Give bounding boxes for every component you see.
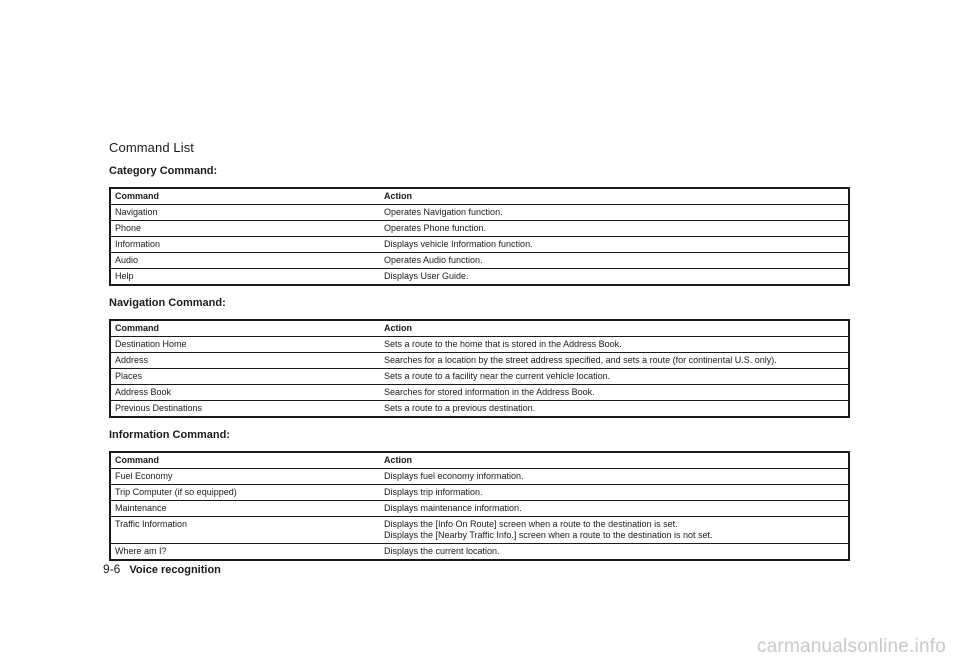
table-row <box>110 517 849 544</box>
table-row <box>110 269 849 286</box>
action-cell: Operates Phone function. <box>380 221 849 237</box>
watermark: carmanualsonline.info <box>756 636 946 657</box>
action-cell: Displays maintenance information. <box>380 501 849 517</box>
table-row <box>110 369 849 385</box>
category-command-heading: Category Command: <box>109 165 218 177</box>
command-cell: Previous Destinations <box>110 401 380 418</box>
navigation-command-block <box>109 297 850 418</box>
command-cell: Maintenance <box>110 501 380 517</box>
column-header-action: Action <box>380 320 849 337</box>
table-row <box>110 485 849 501</box>
command-cell: Help <box>110 269 380 286</box>
action-cell: Displays vehicle Information function. <box>380 237 849 253</box>
action-cell: Sets a route to the home that is stored in the Address Book. <box>380 337 849 353</box>
column-header-command: Command <box>110 452 380 469</box>
command-cell: Traffic Information <box>110 517 380 544</box>
table-row <box>110 469 849 485</box>
command-cell: Address <box>110 353 380 369</box>
table-row <box>110 353 849 369</box>
command-cell: Where am I? <box>110 544 380 561</box>
category-command-table <box>109 187 850 286</box>
column-header-command: Command <box>110 188 380 205</box>
table-row <box>110 205 849 221</box>
column-header-action: Action <box>380 188 849 205</box>
command-cell: Trip Computer (if so equipped) <box>110 485 380 501</box>
column-header-command: Command <box>110 320 380 337</box>
table-header-row <box>110 320 849 337</box>
navigation-command-heading: Navigation Command: <box>109 297 226 309</box>
page-number: 9-6 <box>103 562 121 576</box>
table-row <box>110 544 849 561</box>
command-cell: Fuel Economy <box>110 469 380 485</box>
action-cell: Operates Navigation function. <box>380 205 849 221</box>
command-cell: Destination Home <box>110 337 380 353</box>
table-row <box>110 253 849 269</box>
table-row <box>110 221 849 237</box>
command-cell: Phone <box>110 221 380 237</box>
command-cell: Places <box>110 369 380 385</box>
page-section-title: Command List <box>109 140 195 155</box>
table-row <box>110 501 849 517</box>
information-command-table <box>109 451 850 561</box>
action-cell: Displays the [Info On Route] screen when a route to the destination is set. Displays the [Nearby Traffic Info.] screen when a route to the destination is not set. <box>380 517 849 544</box>
action-cell: Searches for a location by the street address specified, and sets a route (for continental U.S. only). <box>380 353 849 369</box>
table-row <box>110 337 849 353</box>
category-command-block <box>109 165 850 286</box>
command-cell: Address Book <box>110 385 380 401</box>
action-cell: Displays fuel economy information. <box>380 469 849 485</box>
information-command-block <box>109 429 850 561</box>
action-cell: Displays the current location. <box>380 544 849 561</box>
command-cell: Information <box>110 237 380 253</box>
column-header-action: Action <box>380 452 849 469</box>
chapter-title: Voice recognition <box>129 564 221 576</box>
navigation-command-table <box>109 319 850 418</box>
action-cell: Displays User Guide. <box>380 269 849 286</box>
action-cell: Operates Audio function. <box>380 253 849 269</box>
table-header-row <box>110 188 849 205</box>
action-cell: Sets a route to a previous destination. <box>380 401 849 418</box>
information-command-heading: Information Command: <box>109 429 230 441</box>
action-cell: Sets a route to a facility near the current vehicle location. <box>380 369 849 385</box>
table-row <box>110 237 849 253</box>
action-cell: Searches for stored information in the Address Book. <box>380 385 849 401</box>
command-cell: Audio <box>110 253 380 269</box>
page-footer <box>103 562 221 576</box>
table-row <box>110 385 849 401</box>
command-cell: Navigation <box>110 205 380 221</box>
table-header-row <box>110 452 849 469</box>
action-cell: Displays trip information. <box>380 485 849 501</box>
table-row <box>110 401 849 418</box>
